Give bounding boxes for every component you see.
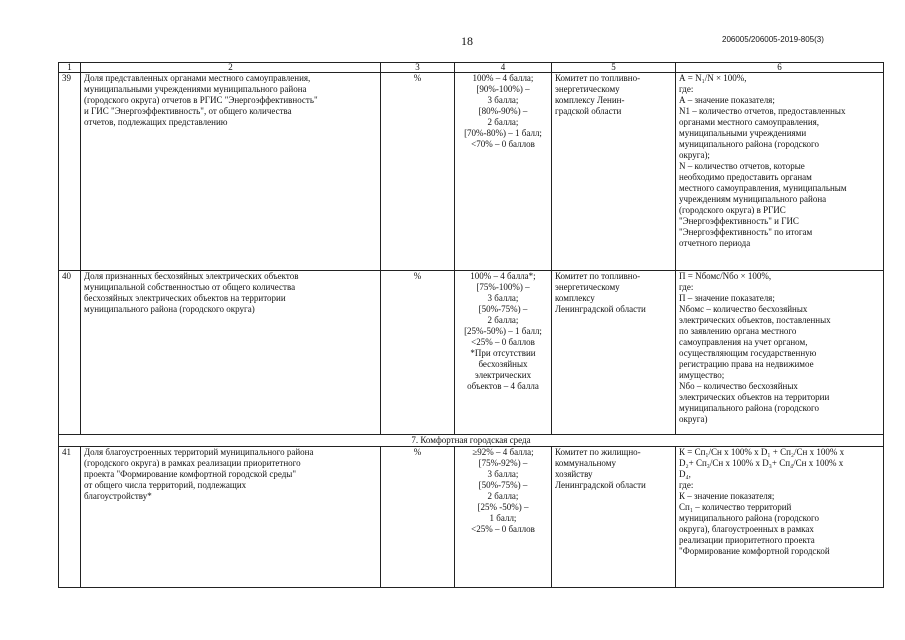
score-line: электрических: [474, 370, 532, 380]
indicator-line: муниципального района (городского округа): [84, 304, 255, 314]
indicators-table: [58, 62, 884, 588]
formula-line: Nбо – количество бесхозяйных: [679, 381, 798, 391]
score-line: объектов – 4 балла: [467, 381, 539, 391]
indicator-line: благоустройству*: [84, 491, 152, 501]
formula-line: А = N₁/N × 100%,: [679, 73, 747, 83]
formula-line: где:: [679, 84, 694, 94]
score-line: <25% – 0 баллов: [471, 337, 535, 347]
score-line: бесхозяйных: [478, 359, 528, 369]
formula-line: электрических объектов на территории: [679, 392, 830, 402]
row-number: 39: [59, 73, 81, 271]
score-line: *При отсутствии: [470, 348, 536, 358]
responsible-cell: [552, 73, 676, 271]
score-line: 2 балла;: [487, 315, 519, 325]
scores-cell: [455, 447, 552, 588]
score-line: ≥92% – 4 балла;: [472, 447, 534, 457]
page-number: 18: [461, 34, 473, 48]
responsible-line: коммунальному: [555, 458, 616, 468]
indicator-line: Доля признанных бесхозяйных электрических объектов: [84, 271, 299, 281]
row-number: 40: [59, 271, 81, 435]
column-header: 1: [59, 63, 81, 73]
score-line: 100% – 4 балла;: [472, 73, 534, 83]
indicator-line: бесхозяйных электрических объектов на территории: [84, 293, 286, 303]
responsible-line: Комитет по топливно-: [555, 73, 641, 83]
scores-cell: [455, 73, 552, 271]
responsible-cell: [552, 447, 676, 588]
formula-line: муниципального района (городского: [679, 139, 820, 149]
formula-line: округа): [679, 414, 708, 424]
indicator-line: Доля благоустроенных территорий муниципального района: [84, 447, 314, 457]
score-line: <25% – 0 баллов: [471, 524, 535, 534]
formula-line: Nбомс – количество бесхозяйных: [679, 304, 808, 314]
score-line: 2 балла;: [487, 491, 519, 501]
responsible-line: энергетическому: [555, 282, 620, 292]
score-line: [75%-100%) –: [476, 282, 530, 292]
score-line: [25%-50%) – 1 балл;: [464, 326, 542, 336]
indicator-line: муниципальной собственностью от общего количества: [84, 282, 296, 292]
score-line: 100% – 4 балла*;: [470, 271, 536, 281]
indicator-line: проекта "Формирование комфортной городской среды": [84, 469, 297, 479]
responsible-line: Ленинградской области: [555, 480, 646, 490]
indicator-cell: [81, 271, 381, 435]
score-line: [90%-100%) –: [476, 84, 530, 94]
responsible-line: хозяйству: [555, 469, 593, 479]
indicator-line: муниципальными учреждениями муниципального района: [84, 84, 307, 94]
formula-line: муниципального района (городского: [679, 403, 820, 413]
formula-line: П = Nбомс/Nбо × 100%,: [679, 271, 772, 281]
formula-line: округа), благоустроенных в рамках: [679, 524, 814, 534]
formula-line: необходимо предоставить органам: [679, 172, 812, 182]
unit-cell: %: [381, 271, 455, 435]
score-line: 2 балла;: [487, 117, 519, 127]
responsible-line: комплексу: [555, 293, 595, 303]
unit-cell: %: [381, 73, 455, 271]
formula-cell: [676, 73, 884, 271]
formula-line: D₂+ Сп₃/Сн х 100% х D₃+ Сп₄/Сн х 100% х: [679, 458, 844, 468]
indicator-line: (городского округа) отчетов в РГИС "Энергоэффективность": [84, 95, 318, 105]
formula-cell: [676, 447, 884, 588]
document-code: 206005/206005-2019-805(3): [722, 35, 824, 44]
formula-line: "Энергоэффективность" и ГИС: [679, 216, 799, 226]
score-line: 3 балла;: [487, 95, 519, 105]
formula-line: D₄,: [679, 469, 691, 479]
indicator-line: от общего числа территорий, подлежащих: [84, 480, 247, 490]
section-title: 7. Комфортная городская среда: [59, 435, 884, 447]
score-line: 1 балл;: [489, 513, 517, 523]
table-row: [59, 271, 884, 435]
formula-cell: [676, 271, 884, 435]
table-row: [59, 447, 884, 588]
score-line: [50%-75%) –: [478, 480, 528, 490]
formula-line: N1 – количество отчетов, предоставленных: [679, 106, 846, 116]
column-header: 4: [455, 63, 552, 73]
formula-line: Сп₁ – количество территорий: [679, 502, 792, 512]
formula-line: местного самоуправления, муниципальным: [679, 183, 847, 193]
section-row: [59, 435, 884, 447]
indicator-line: и ГИС "Энергоэффективность", от общего количества: [84, 106, 292, 116]
column-header: 3: [381, 63, 455, 73]
formula-line: П – значение показателя;: [679, 293, 775, 303]
score-line: [70%-80%) – 1 балл;: [464, 128, 542, 138]
responsible-line: Комитет по жилищно-: [555, 447, 641, 457]
responsible-line: комплексу Ленин-: [555, 95, 625, 105]
responsible-line: Ленинградской области: [555, 304, 646, 314]
formula-line: А – значение показателя;: [679, 95, 775, 105]
responsible-line: Комитет по топливно-: [555, 271, 641, 281]
score-line: [75%-92%) –: [478, 458, 528, 468]
formula-line: N – количество отчетов, которые: [679, 161, 805, 171]
responsible-line: энергетическому: [555, 84, 620, 94]
score-line: <70% – 0 баллов: [471, 139, 535, 149]
formula-line: (городского округа) в РГИС: [679, 205, 786, 215]
score-line: [50%-75%) –: [478, 304, 528, 314]
column-header: 6: [676, 63, 884, 73]
formula-line: учреждениям муниципального района: [679, 194, 827, 204]
formula-line: по заявлению органа местного: [679, 326, 797, 336]
formula-line: осуществляющим государственную: [679, 348, 817, 358]
formula-line: "Формирование комфортной городской: [679, 546, 830, 556]
formula-line: имущество;: [679, 370, 725, 380]
formula-line: К = Сп₁/Сн х 100% х D₁ + Сп₂/Сн х 100% х: [679, 447, 845, 457]
responsible-cell: [552, 271, 676, 435]
unit-cell: %: [381, 447, 455, 588]
indicator-cell: [81, 447, 381, 588]
formula-line: муниципальными учреждениями: [679, 128, 807, 138]
responsible-line: градской области: [555, 106, 622, 116]
score-line: 3 балла;: [487, 293, 519, 303]
table-row: [59, 73, 884, 271]
formula-line: электрических объектов, поставленных: [679, 315, 831, 325]
formula-line: где:: [679, 480, 694, 490]
formula-line: регистрацию права на недвижимое: [679, 359, 814, 369]
formula-line: округа);: [679, 150, 710, 160]
column-header-row: [59, 63, 884, 73]
formula-line: "Энергоэффективность" по итогам: [679, 227, 813, 237]
formula-line: реализации приоритетного проекта: [679, 535, 815, 545]
column-header: 2: [81, 63, 381, 73]
formula-line: самоуправления на учет органом,: [679, 337, 808, 347]
indicator-cell: [81, 73, 381, 271]
score-line: [25% -50%) –: [477, 502, 529, 512]
formula-line: отчетного периода: [679, 238, 751, 248]
formula-line: муниципального района (городского: [679, 513, 820, 523]
formula-line: органами местного самоуправления,: [679, 117, 820, 127]
indicator-line: отчетов, подлежащих представлению: [84, 117, 228, 127]
score-line: [80%-90%) –: [478, 106, 528, 116]
scores-cell: [455, 271, 552, 435]
column-header: 5: [552, 63, 676, 73]
indicator-line: (городского округа) в рамках реализации приоритетного: [84, 458, 301, 468]
score-line: 3 балла;: [487, 469, 519, 479]
row-number: 41: [59, 447, 81, 588]
formula-line: К – значение показателя;: [679, 491, 775, 501]
indicator-line: Доля представленных органами местного самоуправления,: [84, 73, 311, 83]
formula-line: где:: [679, 282, 694, 292]
